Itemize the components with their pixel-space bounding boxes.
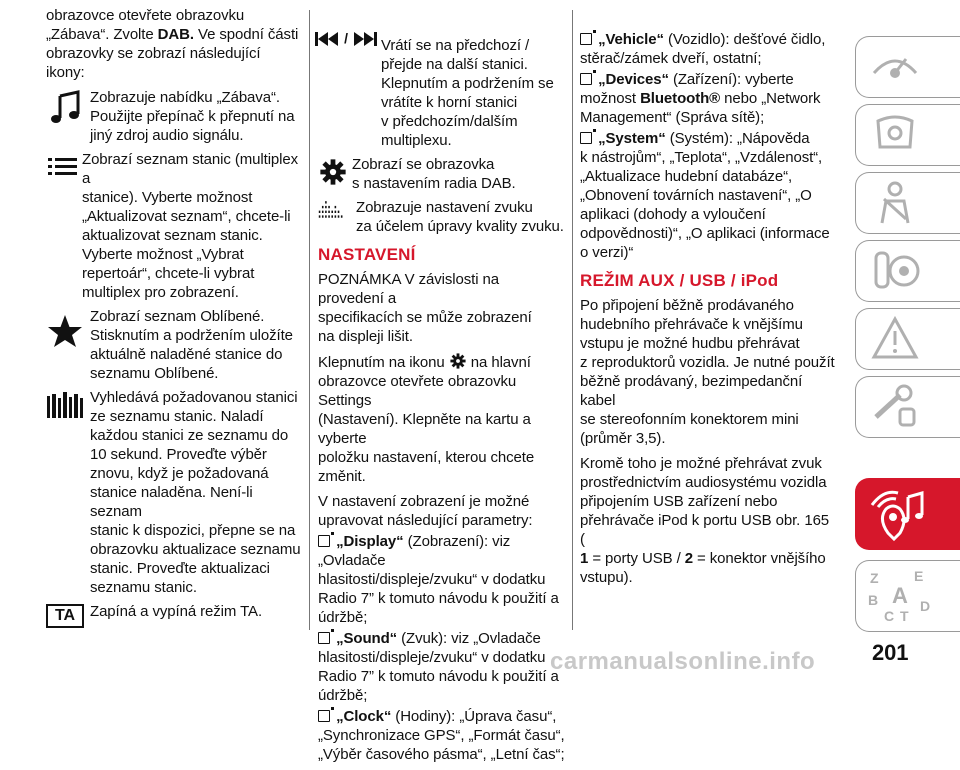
tab-alphabetical-index[interactable]	[855, 560, 960, 632]
tab-car-dashboard[interactable]	[855, 36, 960, 98]
bullet-icon	[580, 33, 592, 45]
ta-icon: TA	[46, 604, 84, 628]
icon-entry-dab-settings: Zobrazí se obrazovka s nastavením radia DAB.	[318, 155, 568, 193]
warning-light-icon	[870, 111, 920, 159]
bullet-icon	[318, 535, 330, 547]
tab-safety[interactable]	[855, 172, 960, 234]
setting-sound: „Sound“ (Zvuk): viz „Ovladače hlasitosti/displeje/zvuku“ v dodatku Radio 7” k tomuto návodu k použití a údržbě;	[318, 630, 559, 704]
setting-system: „System“ (Systém): „Nápověda k nástrojům“, „Teplota“, „Vzdálenost“, „Aktualizace hudební databáze“, „Obnovení továrních nastavení“, „O aplikaci (dohody a vyloučení odpovědnosti)“, „O aplikaci (informace o verzi)“	[580, 130, 830, 261]
tab-warning-lights[interactable]	[855, 104, 960, 166]
parameters-intro: V nastavení zobrazení je možné upravovat následující parametry:	[318, 493, 533, 529]
icon-entry-prev-next: / Vrátí se na předchozí / přejde na další stanici. Klepnutím a podržením se vrátíte k horní stanici v předchozím/dalším multiplexu.	[318, 6, 568, 150]
svg-text:C: C	[884, 608, 895, 624]
scan-icon	[46, 388, 84, 426]
svg-text:/: /	[344, 30, 348, 46]
column-divider	[572, 10, 573, 630]
svg-text:E: E	[914, 568, 924, 584]
usb-paragraph: Kromě toho je možné přehrávat zvuk prostřednictvím audiosystému vozidla připojením USB zařízení nebo přehrávače iPod k portu USB obr. 165 ( 1 = porty USB / 2 = konektor vnějšího vstupu).	[580, 455, 830, 586]
equalizer-icon	[318, 198, 348, 228]
note-paragraph: POZNÁMKA V závislosti na provedení a specifikacích se může zobrazení na displeji lišit.	[318, 271, 532, 345]
svg-text:B: B	[868, 592, 879, 608]
bullet-icon	[580, 132, 592, 144]
gear-icon	[449, 352, 467, 370]
svg-text:A: A	[892, 583, 908, 608]
icon-entry-media: Zobrazuje nabídku „Zábava“. Použijte přepínač k přepnutí na jiný zdroj audio signálu.	[46, 88, 301, 145]
settings-open-paragraph: Klepnutím na ikonu na hlavní obrazovce otevřete obrazovku Settings (Nastavení). Klepněte na kartu a vyberte položku nastavení, kterou chcete změnit.	[318, 354, 535, 485]
bullet-icon	[318, 632, 330, 644]
svg-text:Z: Z	[870, 570, 879, 586]
setting-devices: „Devices“ (Zařízení): vyberte možnost Bluetooth® nebo „Network Management“ (Správa sítě);	[580, 71, 821, 126]
bullet-icon	[580, 73, 592, 85]
watermark: carmanualsonline.info	[550, 648, 816, 675]
setting-vehicle: „Vehicle“ (Vozidlo): dešťové čidlo, stěrač/zámek dveří, ostatní;	[580, 31, 826, 67]
section-heading-settings: NASTAVENÍ	[318, 245, 416, 264]
seatbelt-icon	[870, 179, 920, 227]
service-wrench-icon	[870, 383, 920, 431]
alphabetical-index-icon	[864, 565, 944, 627]
star-icon	[46, 313, 84, 351]
car-maintenance-icon	[870, 315, 920, 363]
svg-text:T: T	[900, 608, 909, 624]
icon-entry-ta: TA Zapíná a vypíná režim TA.	[46, 602, 301, 621]
music-note-icon	[46, 88, 84, 126]
tab-starting-driving[interactable]	[855, 240, 960, 302]
svg-text:D: D	[920, 598, 931, 614]
column-3	[580, 30, 835, 593]
icon-entry-sound-settings: Zobrazuje nastavení zvuku za účelem úpravy kvality zvuku.	[318, 198, 568, 236]
gear-icon	[318, 157, 348, 187]
intro-paragraph: obrazovce otevřete obrazovku „Zábava“. Zvolte DAB. Ve spodní části obrazovky se zobrazí následující ikony:	[46, 7, 299, 81]
setting-display: „Display“ (Zobrazení): viz „Ovladače hlasitosti/displeje/zvuku“ v dodatku Radio 7” k tomuto návodu k použití a údržbě;	[318, 533, 559, 626]
tab-multimedia[interactable]	[855, 478, 960, 550]
tab-in-emergency[interactable]	[855, 308, 960, 370]
tab-service-maintenance[interactable]	[855, 376, 960, 438]
icon-entry-favorites: Zobrazí seznam Oblíbené. Stisknutím a podržením uložíte aktuálně naladěné stanice do seznamu Oblíbené.	[46, 307, 301, 383]
emergency-warning-icon	[870, 247, 920, 295]
column-2	[318, 6, 568, 770]
car-dashboard-icon	[870, 43, 920, 91]
page-number: 201	[872, 640, 909, 665]
bullet-icon	[318, 710, 330, 722]
multimedia-icon	[868, 485, 930, 543]
list-icon	[46, 152, 84, 190]
column-divider	[309, 10, 310, 630]
setting-clock: „Clock“ (Hodiny): „Úprava času“, „Synchronizace GPS“, „Formát času“, „Výběr časového pásma“, „Letní čas“;	[318, 708, 565, 763]
icon-entry-station-list: Zobrazí seznam stanic (multiplex a stanice). Vyberte možnost „Aktualizovat seznam“, chcete-li aktualizovat seznam stanic. Vyberte možnost „Vybrat repertoár“, chcete-li vybrat multiplex pro zobrazení.	[46, 150, 301, 302]
prev-next-icon	[314, 30, 378, 50]
section-heading-aux-usb-ipod: REŽIM AUX / USB / iPod	[580, 271, 779, 290]
aux-paragraph: Po připojení běžně prodávaného hudebního přehrávače k vnějšímu vstupu je možné hudbu přehrávat z reproduktorů vozidla. Je nutné použít běžně prodávaný, bezimpedanční kabel se stereofonním konektorem mini (průměr 3,5).	[580, 297, 835, 447]
icon-entry-scan: Vyhledává požadovanou stanici ze seznamu stanic. Naladí každou stanici ze seznamu do 10 sekund. Proveďte výběr znovu, když je požadovaná stanice naladěna. Není-li seznam stanic k dispozici, přepne se na obrazovku aktualizace seznamu stanic. Proveďte aktualizaci seznamu stanic.	[46, 388, 301, 597]
column-1	[46, 6, 301, 626]
